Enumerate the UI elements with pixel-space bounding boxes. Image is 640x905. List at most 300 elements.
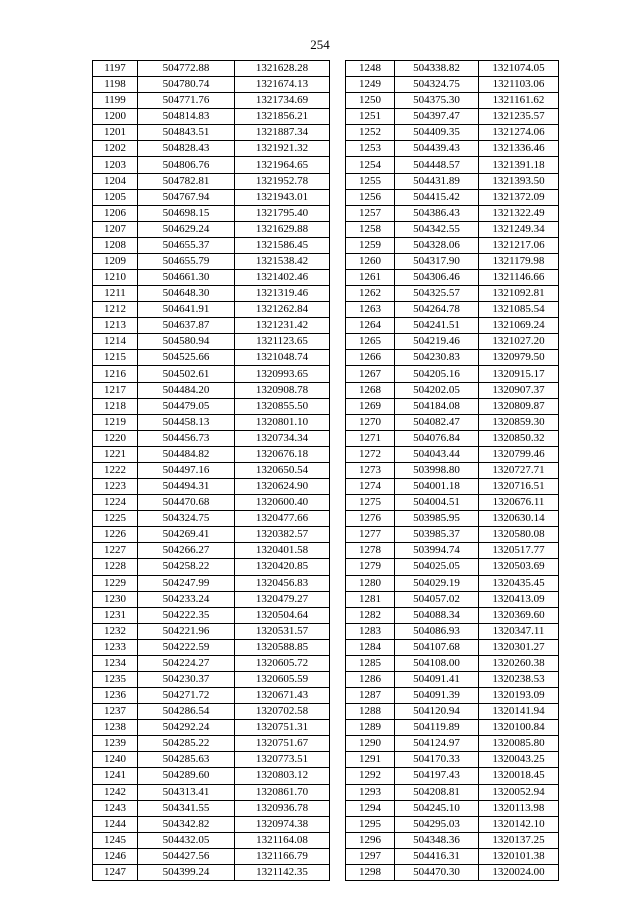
table-row — [346, 639, 559, 655]
table-row — [93, 800, 330, 816]
table-row — [346, 173, 559, 189]
table-row — [93, 93, 330, 109]
x-coordinate-cell: 504782.81 — [138, 173, 235, 189]
table-row — [346, 848, 559, 864]
table-row — [93, 559, 330, 575]
x-coordinate-cell: 504470.30 — [395, 864, 479, 880]
y-coordinate-cell: 1320504.64 — [235, 607, 330, 623]
y-coordinate-cell: 1320799.46 — [479, 446, 559, 462]
point-number-cell: 1266 — [346, 350, 395, 366]
point-number-cell: 1287 — [346, 688, 395, 704]
point-number-cell: 1222 — [93, 462, 138, 478]
y-coordinate-cell: 1321085.54 — [479, 302, 559, 318]
point-number-cell: 1217 — [93, 382, 138, 398]
y-coordinate-cell: 1321734.69 — [235, 93, 330, 109]
x-coordinate-cell: 504197.43 — [395, 768, 479, 784]
y-coordinate-cell: 1320043.25 — [479, 752, 559, 768]
y-coordinate-cell: 1321235.57 — [479, 109, 559, 125]
y-coordinate-cell: 1321274.06 — [479, 125, 559, 141]
y-coordinate-cell: 1320401.58 — [235, 543, 330, 559]
point-number-cell: 1220 — [93, 430, 138, 446]
x-coordinate-cell: 504843.51 — [138, 125, 235, 141]
table-row — [93, 784, 330, 800]
y-coordinate-cell: 1321142.35 — [235, 864, 330, 880]
y-coordinate-cell: 1320676.11 — [479, 495, 559, 511]
x-coordinate-cell: 504289.60 — [138, 768, 235, 784]
y-coordinate-cell: 1321262.84 — [235, 302, 330, 318]
table-row — [93, 495, 330, 511]
y-coordinate-cell: 1320855.50 — [235, 398, 330, 414]
x-coordinate-cell: 504502.61 — [138, 366, 235, 382]
point-number-cell: 1279 — [346, 559, 395, 575]
point-number-cell: 1237 — [93, 704, 138, 720]
point-number-cell: 1245 — [93, 832, 138, 848]
point-number-cell: 1208 — [93, 237, 138, 253]
point-number-cell: 1249 — [346, 77, 395, 93]
y-coordinate-cell: 1320908.78 — [235, 382, 330, 398]
y-coordinate-cell: 1320801.10 — [235, 414, 330, 430]
y-coordinate-cell: 1320702.58 — [235, 704, 330, 720]
point-number-cell: 1221 — [93, 446, 138, 462]
point-number-cell: 1262 — [346, 286, 395, 302]
table-row — [346, 784, 559, 800]
point-number-cell: 1213 — [93, 318, 138, 334]
table-row — [93, 446, 330, 462]
table-row — [93, 527, 330, 543]
x-coordinate-cell: 504108.00 — [395, 655, 479, 671]
table-row — [93, 334, 330, 350]
y-coordinate-cell: 1320993.65 — [235, 366, 330, 382]
point-number-cell: 1224 — [93, 495, 138, 511]
x-coordinate-cell: 503985.37 — [395, 527, 479, 543]
table-row — [346, 479, 559, 495]
point-number-cell: 1218 — [93, 398, 138, 414]
x-coordinate-cell: 504119.89 — [395, 720, 479, 736]
table-row — [346, 816, 559, 832]
x-coordinate-cell: 504497.16 — [138, 462, 235, 478]
x-coordinate-cell: 504439.43 — [395, 141, 479, 157]
point-number-cell: 1219 — [93, 414, 138, 430]
y-coordinate-cell: 1320347.11 — [479, 623, 559, 639]
point-number-cell: 1274 — [346, 479, 395, 495]
x-coordinate-cell: 504233.24 — [138, 591, 235, 607]
point-number-cell: 1264 — [346, 318, 395, 334]
y-coordinate-cell: 1320503.69 — [479, 559, 559, 575]
y-coordinate-cell: 1320773.51 — [235, 752, 330, 768]
x-coordinate-cell: 504338.82 — [395, 61, 479, 77]
point-number-cell: 1283 — [346, 623, 395, 639]
table-row — [93, 704, 330, 720]
x-coordinate-cell: 504086.93 — [395, 623, 479, 639]
x-coordinate-cell: 504292.24 — [138, 720, 235, 736]
point-number-cell: 1253 — [346, 141, 395, 157]
x-coordinate-cell: 504771.76 — [138, 93, 235, 109]
point-number-cell: 1295 — [346, 816, 395, 832]
y-coordinate-cell: 1320751.31 — [235, 720, 330, 736]
coordinates-table-right-body — [346, 61, 559, 881]
table-row — [346, 221, 559, 237]
point-number-cell: 1197 — [93, 61, 138, 77]
table-row — [93, 125, 330, 141]
table-row — [346, 318, 559, 334]
point-number-cell: 1261 — [346, 270, 395, 286]
x-coordinate-cell: 504004.51 — [395, 495, 479, 511]
y-coordinate-cell: 1320141.94 — [479, 704, 559, 720]
x-coordinate-cell: 504409.35 — [395, 125, 479, 141]
y-coordinate-cell: 1321146.66 — [479, 270, 559, 286]
y-coordinate-cell: 1321795.40 — [235, 205, 330, 221]
point-number-cell: 1227 — [93, 543, 138, 559]
point-number-cell: 1214 — [93, 334, 138, 350]
x-coordinate-cell: 504325.57 — [395, 286, 479, 302]
point-number-cell: 1255 — [346, 173, 395, 189]
y-coordinate-cell: 1320716.51 — [479, 479, 559, 495]
x-coordinate-cell: 504780.74 — [138, 77, 235, 93]
x-coordinate-cell: 504386.43 — [395, 205, 479, 221]
y-coordinate-cell: 1321027.20 — [479, 334, 559, 350]
point-number-cell: 1232 — [93, 623, 138, 639]
x-coordinate-cell: 503994.74 — [395, 543, 479, 559]
x-coordinate-cell: 504107.68 — [395, 639, 479, 655]
point-number-cell: 1258 — [346, 221, 395, 237]
point-number-cell: 1205 — [93, 189, 138, 205]
table-row — [93, 430, 330, 446]
y-coordinate-cell: 1321674.13 — [235, 77, 330, 93]
table-row — [346, 237, 559, 253]
x-coordinate-cell: 504698.15 — [138, 205, 235, 221]
table-row — [93, 591, 330, 607]
x-coordinate-cell: 504580.94 — [138, 334, 235, 350]
y-coordinate-cell: 1320193.09 — [479, 688, 559, 704]
point-number-cell: 1248 — [346, 61, 395, 77]
point-number-cell: 1276 — [346, 511, 395, 527]
y-coordinate-cell: 1320907.37 — [479, 382, 559, 398]
point-number-cell: 1225 — [93, 511, 138, 527]
point-number-cell: 1230 — [93, 591, 138, 607]
table-row — [346, 286, 559, 302]
table-row — [346, 366, 559, 382]
point-number-cell: 1236 — [93, 688, 138, 704]
point-number-cell: 1252 — [346, 125, 395, 141]
y-coordinate-cell: 1320979.50 — [479, 350, 559, 366]
table-row — [346, 720, 559, 736]
point-number-cell: 1239 — [93, 736, 138, 752]
x-coordinate-cell: 504230.37 — [138, 671, 235, 687]
x-coordinate-cell: 504661.30 — [138, 270, 235, 286]
point-number-cell: 1247 — [93, 864, 138, 880]
table-row — [93, 414, 330, 430]
x-coordinate-cell: 504828.43 — [138, 141, 235, 157]
y-coordinate-cell: 1321069.24 — [479, 318, 559, 334]
point-number-cell: 1298 — [346, 864, 395, 880]
y-coordinate-cell: 1320803.12 — [235, 768, 330, 784]
x-coordinate-cell: 504025.05 — [395, 559, 479, 575]
x-coordinate-cell: 504494.31 — [138, 479, 235, 495]
table-row — [346, 752, 559, 768]
y-coordinate-cell: 1321074.05 — [479, 61, 559, 77]
table-row — [93, 350, 330, 366]
point-number-cell: 1281 — [346, 591, 395, 607]
table-row — [93, 720, 330, 736]
point-number-cell: 1294 — [346, 800, 395, 816]
point-number-cell: 1246 — [93, 848, 138, 864]
point-number-cell: 1288 — [346, 704, 395, 720]
y-coordinate-cell: 1321538.42 — [235, 253, 330, 269]
point-number-cell: 1229 — [93, 575, 138, 591]
point-number-cell: 1199 — [93, 93, 138, 109]
point-number-cell: 1242 — [93, 784, 138, 800]
x-coordinate-cell: 504124.97 — [395, 736, 479, 752]
y-coordinate-cell: 1321103.06 — [479, 77, 559, 93]
y-coordinate-cell: 1320751.67 — [235, 736, 330, 752]
y-coordinate-cell: 1321123.65 — [235, 334, 330, 350]
point-number-cell: 1231 — [93, 607, 138, 623]
point-number-cell: 1269 — [346, 398, 395, 414]
point-number-cell: 1292 — [346, 768, 395, 784]
table-row — [93, 302, 330, 318]
point-number-cell: 1198 — [93, 77, 138, 93]
point-number-cell: 1297 — [346, 848, 395, 864]
point-number-cell: 1278 — [346, 543, 395, 559]
y-coordinate-cell: 1320024.00 — [479, 864, 559, 880]
x-coordinate-cell: 504479.05 — [138, 398, 235, 414]
table-row — [93, 141, 330, 157]
x-coordinate-cell: 504648.30 — [138, 286, 235, 302]
y-coordinate-cell: 1321322.49 — [479, 205, 559, 221]
x-coordinate-cell: 504348.36 — [395, 832, 479, 848]
y-coordinate-cell: 1321887.34 — [235, 125, 330, 141]
y-coordinate-cell: 1320915.17 — [479, 366, 559, 382]
x-coordinate-cell: 503998.80 — [395, 462, 479, 478]
point-number-cell: 1263 — [346, 302, 395, 318]
table-row — [93, 61, 330, 77]
point-number-cell: 1200 — [93, 109, 138, 125]
table-row — [93, 607, 330, 623]
x-coordinate-cell: 504431.89 — [395, 173, 479, 189]
point-number-cell: 1204 — [93, 173, 138, 189]
point-number-cell: 1270 — [346, 414, 395, 430]
x-coordinate-cell: 504057.02 — [395, 591, 479, 607]
x-coordinate-cell: 504484.82 — [138, 446, 235, 462]
x-coordinate-cell: 504427.56 — [138, 848, 235, 864]
x-coordinate-cell: 504313.41 — [138, 784, 235, 800]
x-coordinate-cell: 504222.59 — [138, 639, 235, 655]
table-row — [346, 527, 559, 543]
table-row — [93, 575, 330, 591]
y-coordinate-cell: 1320580.08 — [479, 527, 559, 543]
point-number-cell: 1235 — [93, 671, 138, 687]
table-row — [346, 559, 559, 575]
page-number: 254 — [310, 37, 330, 52]
table-row — [346, 623, 559, 639]
x-coordinate-cell: 504806.76 — [138, 157, 235, 173]
table-row — [346, 800, 559, 816]
table-row — [346, 253, 559, 269]
y-coordinate-cell: 1320671.43 — [235, 688, 330, 704]
x-coordinate-cell: 504247.99 — [138, 575, 235, 591]
y-coordinate-cell: 1320369.60 — [479, 607, 559, 623]
point-number-cell: 1282 — [346, 607, 395, 623]
point-number-cell: 1203 — [93, 157, 138, 173]
table-row — [346, 302, 559, 318]
x-coordinate-cell: 504208.81 — [395, 784, 479, 800]
table-row — [346, 495, 559, 511]
x-coordinate-cell: 504091.41 — [395, 671, 479, 687]
point-number-cell: 1251 — [346, 109, 395, 125]
x-coordinate-cell: 504224.27 — [138, 655, 235, 671]
x-coordinate-cell: 504091.39 — [395, 688, 479, 704]
table-row — [93, 752, 330, 768]
y-coordinate-cell: 1320600.40 — [235, 495, 330, 511]
y-coordinate-cell: 1320420.85 — [235, 559, 330, 575]
table-row — [346, 736, 559, 752]
y-coordinate-cell: 1320142.10 — [479, 816, 559, 832]
x-coordinate-cell: 504470.68 — [138, 495, 235, 511]
x-coordinate-cell: 504341.55 — [138, 800, 235, 816]
y-coordinate-cell: 1320382.57 — [235, 527, 330, 543]
table-row — [93, 671, 330, 687]
point-number-cell: 1234 — [93, 655, 138, 671]
table-row — [93, 639, 330, 655]
coordinates-table-left — [92, 60, 330, 881]
table-row — [346, 109, 559, 125]
table-row — [346, 430, 559, 446]
y-coordinate-cell: 1321161.62 — [479, 93, 559, 109]
y-coordinate-cell: 1320936.78 — [235, 800, 330, 816]
x-coordinate-cell: 504641.91 — [138, 302, 235, 318]
point-number-cell: 1296 — [346, 832, 395, 848]
y-coordinate-cell: 1321393.50 — [479, 173, 559, 189]
table-row — [346, 61, 559, 77]
point-number-cell: 1268 — [346, 382, 395, 398]
y-coordinate-cell: 1320630.14 — [479, 511, 559, 527]
y-coordinate-cell: 1321943.01 — [235, 189, 330, 205]
table-row — [346, 543, 559, 559]
y-coordinate-cell: 1320100.84 — [479, 720, 559, 736]
y-coordinate-cell: 1321629.88 — [235, 221, 330, 237]
y-coordinate-cell: 1321856.21 — [235, 109, 330, 125]
table-row — [93, 543, 330, 559]
table-row — [93, 655, 330, 671]
point-number-cell: 1243 — [93, 800, 138, 816]
x-coordinate-cell: 504324.75 — [395, 77, 479, 93]
x-coordinate-cell: 504637.87 — [138, 318, 235, 334]
point-number-cell: 1267 — [346, 366, 395, 382]
y-coordinate-cell: 1320101.38 — [479, 848, 559, 864]
point-number-cell: 1210 — [93, 270, 138, 286]
x-coordinate-cell: 504076.84 — [395, 430, 479, 446]
x-coordinate-cell: 504184.08 — [395, 398, 479, 414]
y-coordinate-cell: 1321628.28 — [235, 61, 330, 77]
y-coordinate-cell: 1320859.30 — [479, 414, 559, 430]
point-number-cell: 1293 — [346, 784, 395, 800]
x-coordinate-cell: 504306.46 — [395, 270, 479, 286]
y-coordinate-cell: 1320085.80 — [479, 736, 559, 752]
x-coordinate-cell: 504029.19 — [395, 575, 479, 591]
y-coordinate-cell: 1320531.57 — [235, 623, 330, 639]
x-coordinate-cell: 504221.96 — [138, 623, 235, 639]
table-row — [93, 109, 330, 125]
y-coordinate-cell: 1320413.09 — [479, 591, 559, 607]
point-number-cell: 1201 — [93, 125, 138, 141]
table-row — [93, 173, 330, 189]
table-row — [346, 864, 559, 880]
coordinates-table-right — [345, 60, 559, 881]
y-coordinate-cell: 1320605.72 — [235, 655, 330, 671]
x-coordinate-cell: 504772.88 — [138, 61, 235, 77]
table-row — [93, 221, 330, 237]
table-row — [93, 189, 330, 205]
x-coordinate-cell: 504397.47 — [395, 109, 479, 125]
x-coordinate-cell: 504266.27 — [138, 543, 235, 559]
x-coordinate-cell: 504269.41 — [138, 527, 235, 543]
y-coordinate-cell: 1320052.94 — [479, 784, 559, 800]
table-row — [93, 318, 330, 334]
point-number-cell: 1260 — [346, 253, 395, 269]
y-coordinate-cell: 1321092.81 — [479, 286, 559, 302]
table-row — [346, 414, 559, 430]
y-coordinate-cell: 1320113.98 — [479, 800, 559, 816]
point-number-cell: 1226 — [93, 527, 138, 543]
table-row — [93, 816, 330, 832]
point-number-cell: 1233 — [93, 639, 138, 655]
table-row — [93, 237, 330, 253]
point-number-cell: 1207 — [93, 221, 138, 237]
point-number-cell: 1254 — [346, 157, 395, 173]
table-row — [93, 205, 330, 221]
table-row — [346, 704, 559, 720]
x-coordinate-cell: 504342.55 — [395, 221, 479, 237]
point-number-cell: 1215 — [93, 350, 138, 366]
y-coordinate-cell: 1320650.54 — [235, 462, 330, 478]
x-coordinate-cell: 504088.34 — [395, 607, 479, 623]
table-row — [93, 688, 330, 704]
table-row — [93, 382, 330, 398]
table-row — [346, 157, 559, 173]
table-row — [93, 864, 330, 880]
y-coordinate-cell: 1320301.27 — [479, 639, 559, 655]
y-coordinate-cell: 1321964.65 — [235, 157, 330, 173]
point-number-cell: 1244 — [93, 816, 138, 832]
y-coordinate-cell: 1320435.45 — [479, 575, 559, 591]
point-number-cell: 1284 — [346, 639, 395, 655]
point-number-cell: 1223 — [93, 479, 138, 495]
point-number-cell: 1285 — [346, 655, 395, 671]
y-coordinate-cell: 1320479.27 — [235, 591, 330, 607]
point-number-cell: 1228 — [93, 559, 138, 575]
y-coordinate-cell: 1321217.06 — [479, 237, 559, 253]
x-coordinate-cell: 504342.82 — [138, 816, 235, 832]
table-row — [346, 511, 559, 527]
y-coordinate-cell: 1321402.46 — [235, 270, 330, 286]
y-coordinate-cell: 1320018.45 — [479, 768, 559, 784]
y-coordinate-cell: 1321391.18 — [479, 157, 559, 173]
point-number-cell: 1256 — [346, 189, 395, 205]
x-coordinate-cell: 504416.31 — [395, 848, 479, 864]
x-coordinate-cell: 504285.63 — [138, 752, 235, 768]
table-row — [346, 334, 559, 350]
x-coordinate-cell: 503985.95 — [395, 511, 479, 527]
point-number-cell: 1257 — [346, 205, 395, 221]
table-row — [346, 446, 559, 462]
table-row — [93, 366, 330, 382]
table-row — [346, 77, 559, 93]
table-row — [346, 141, 559, 157]
table-row — [93, 848, 330, 864]
x-coordinate-cell: 504375.30 — [395, 93, 479, 109]
x-coordinate-cell: 504230.83 — [395, 350, 479, 366]
table-row — [346, 350, 559, 366]
